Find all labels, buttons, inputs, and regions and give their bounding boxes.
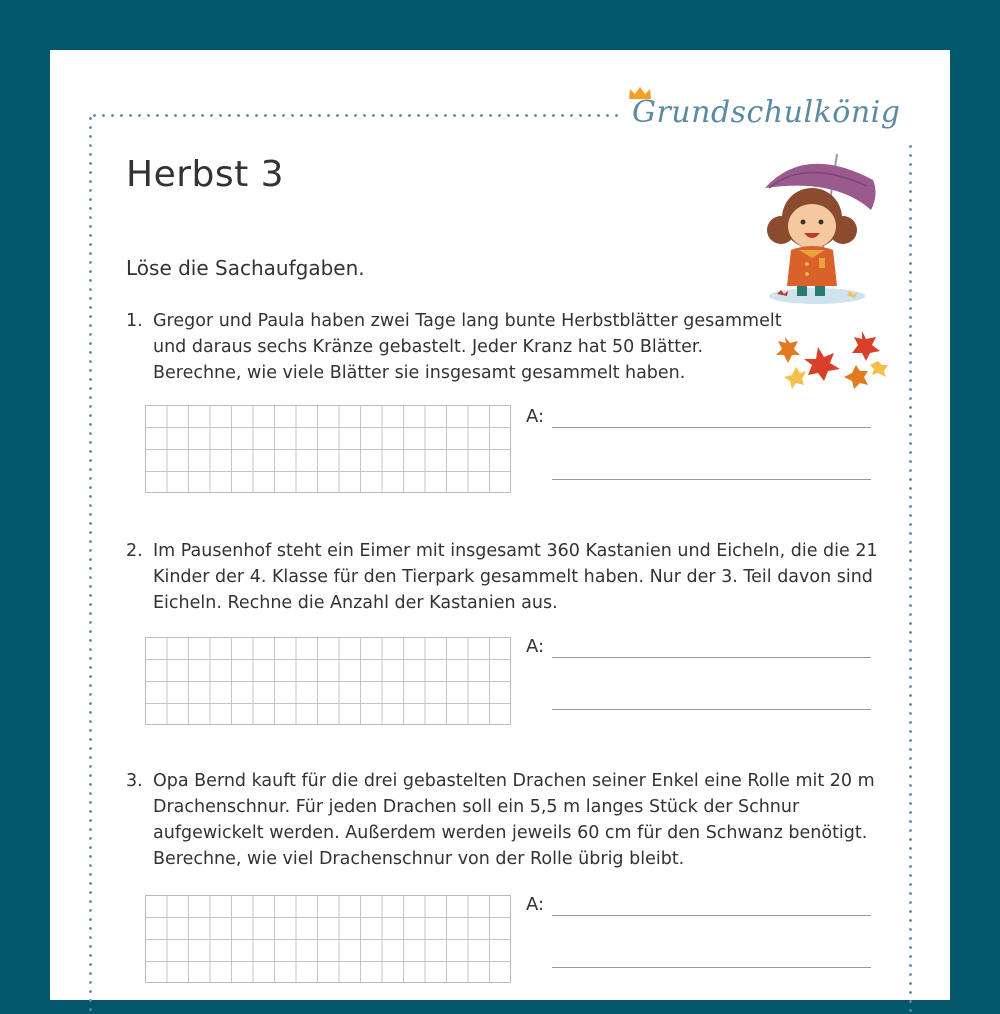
task-line: Berechne, wie viel Drachenschnur von der Rolle übrig bleibt. bbox=[153, 849, 685, 869]
answer-area-1[interactable] bbox=[526, 406, 871, 476]
dotted-frame-left bbox=[89, 114, 92, 1014]
task-number: 2. bbox=[126, 541, 143, 561]
answer-label: A: bbox=[526, 636, 545, 657]
task-text bbox=[153, 768, 886, 872]
answer-line[interactable] bbox=[552, 657, 871, 658]
calculation-grid-1[interactable] bbox=[145, 405, 511, 493]
task-line: und daraus sechs Kränze gebastelt. Jeder Kranz hat 50 Blätter. bbox=[153, 337, 704, 357]
task-line: Gregor und Paula haben zwei Tage lang bunte Herbstblätter gesammelt bbox=[153, 311, 782, 331]
task-line: Drachenschnur. Für jeden Drachen soll ein 5,5 m langes Stück der Schnur bbox=[153, 797, 800, 817]
worksheet-page bbox=[50, 50, 950, 1000]
girl-with-umbrella-icon bbox=[755, 150, 885, 310]
answer-line[interactable] bbox=[552, 479, 871, 480]
answer-label: A: bbox=[526, 894, 545, 915]
dotted-frame-right bbox=[909, 142, 912, 1012]
answer-line[interactable] bbox=[552, 709, 871, 710]
task-1 bbox=[126, 308, 886, 386]
task-line: Berechne, wie viele Blätter sie insgesamt gesammelt haben. bbox=[153, 363, 686, 383]
dotted-frame-top bbox=[90, 114, 624, 117]
calculation-grid-3[interactable] bbox=[145, 895, 511, 983]
task-2 bbox=[126, 538, 886, 616]
task-line: Im Pausenhof steht ein Eimer mit insgesamt 360 Kastanien und Eicheln, die die 21 bbox=[153, 541, 878, 561]
answer-line[interactable] bbox=[552, 967, 871, 968]
task-text bbox=[153, 308, 886, 386]
task-line: Opa Bernd kauft für die drei gebastelten Drachen seiner Enkel eine Rolle mit 20 m bbox=[153, 771, 875, 791]
brand-logo: Grundschulkönig bbox=[632, 95, 901, 130]
page-title: Herbst 3 bbox=[126, 154, 285, 195]
answer-area-2[interactable] bbox=[526, 636, 871, 706]
task-line: Kinder der 4. Klasse für den Tierpark gesammelt haben. Nur der 3. Teil davon sind bbox=[153, 567, 873, 587]
task-line: aufgewickelt werden. Außerdem werden jeweils 60 cm für den Schwanz benötigt. bbox=[153, 823, 868, 843]
task-number: 3. bbox=[126, 771, 143, 791]
answer-label: A: bbox=[526, 406, 545, 427]
answer-line[interactable] bbox=[552, 915, 871, 916]
instruction-text: Löse die Sachaufgaben. bbox=[126, 256, 365, 280]
task-number: 1. bbox=[126, 311, 143, 331]
task-line: Eicheln. Rechne die Anzahl der Kastanien aus. bbox=[153, 593, 558, 613]
answer-line[interactable] bbox=[552, 427, 871, 428]
task-text bbox=[153, 538, 886, 616]
answer-area-3[interactable] bbox=[526, 894, 871, 964]
task-3 bbox=[126, 768, 886, 872]
calculation-grid-2[interactable] bbox=[145, 637, 511, 725]
